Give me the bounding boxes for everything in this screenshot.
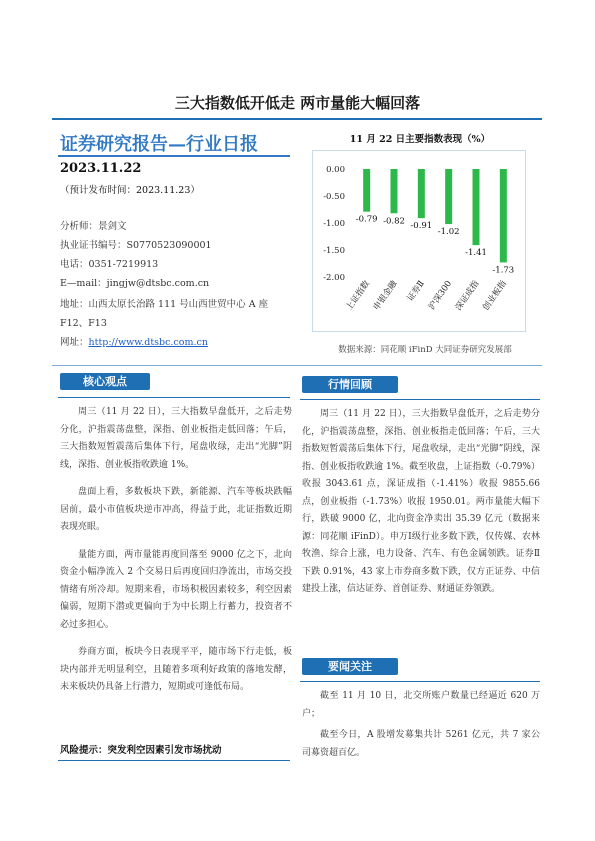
analyst-email: E—mail：jingjw@dtsbc.com.cn [60,278,210,289]
news-body [302,688,540,762]
core-paragraph-3: 量能方面，两市量能再度回落至 9000 亿之下，北向资金小幅净流入 2 个交易日后再度回归净流出，市场交投情绪有所冷却。短期来看，市场积极因素较多，利空因素偏弱，短期下潜或更偏向于为中长期上行蓄力，投资者不必过多担心。 [60,549,292,630]
report-title: 证券研究报告—行业日报 [60,134,258,155]
chart-frame [312,150,526,332]
section-core-rule [58,397,290,398]
bar-value-label: -0.79 [355,214,378,225]
bar-value-label: -0.91 [410,221,433,232]
risk-warning: 风险提示：突发利空因素引发市场扰动 [60,745,222,756]
y-tick-label: -1.50 [323,246,345,256]
chart-title: 11 月 22 日主要指数表现（%） [349,134,491,145]
category-label: 沪深300 [426,278,455,312]
bar-2 [418,169,425,218]
address-line1: 地址：山西太原长治路 111 号山西世贸中心 A 座 [60,299,269,310]
core-paragraph-4: 券商方面，板块今日表现平平，随市场下行走低，板块内部并无明显利空，且随着多项利好政策的落地发酵，未来板块仍具备上行潜力，短期或可逢低布局。 [60,647,292,692]
category-label: 深证成指 [453,278,482,313]
bar-value-label: -0.82 [383,216,405,227]
bar-value-label: -1.41 [465,248,487,259]
category-label: 申银金融 [371,278,400,313]
section-divider [52,365,542,366]
section-news-rule [300,681,540,682]
analyst-cert: 执业证书编号：S0770523090001 [60,240,212,251]
news-paragraph-1: 截至 11 月 10 日，北交所账户数量已经逼近 620 万户； [302,691,540,719]
website-link[interactable]: http://www.dtsbc.com.cn [88,337,208,348]
address-line2: F12、F13 [60,318,107,329]
category-label: 证券Ⅱ [405,278,427,304]
section-core-header: 核心观点 [60,373,150,390]
bar-5 [500,169,507,262]
title-rule [58,155,290,157]
core-paragraph-1: 周三（11 月 22 日），三大指数早盘低开，之后走势分化，沪指震荡盘整，深指、创业板指走低回落；午后，三大指数短暂震荡后集体下行，尾盘收绿，走出“光脚”阴线，深指、创业板指收跌逾 1%。 [60,407,292,470]
bar-3 [445,169,452,224]
market-paragraph-1: 周三（11 月 22 日），三大指数早盘低开，之后走势分化，沪指震荡盘整，深指、创业板指走低回落；午后，三大指数短暂震荡后集体下行，尾盘收绿，走出“光脚”阴线，深指、创业板指收跌逾 1%。截至收盘，上证指数（-0.79%）收报 3043.61 点，深证成指（-1.41%）收报 9855.66 点，创业板指（-1.73%）收报 1950.01。两市量能大幅下行，跌破 9000 亿，北向资金净卖出 35.39 亿元（数据来源：同花顺 iFinD）。申万Ⅰ级行业多数下跌，仅传媒、农林牧渔、综合上涨，电力设备、汽车、有色金属领跌。证券Ⅱ下跌 0.91%，43 家上市券商多数下跌，仅方正证券、中信建投上涨，信达证券、首创证券、财通证券领跌。 [302,409,540,594]
y-tick-label: -2.00 [323,273,345,283]
bar-0 [363,169,370,212]
category-label: 上证指数 [344,278,373,313]
analyst-phone: 电话：0351-7219913 [60,259,159,270]
section-market-rule [300,399,540,400]
section-news-header: 要闻关注 [302,658,398,675]
analyst-name: 分析师：景剑文 [60,221,127,232]
page-headline: 三大指数低开低走 两市量能大幅回落 [174,94,421,112]
core-view-body [60,404,292,697]
index-performance-chart [313,151,525,331]
y-tick-label: 0.00 [326,165,345,175]
category-label: 创业板指 [481,278,509,313]
report-date: 2023.11.22 [60,161,142,176]
section-market-header: 行情回顾 [302,376,398,393]
header-rule [52,118,542,120]
core-paragraph-2: 盘面上看，多数板块下跌，新能源、汽车等板块跌幅居前，最小市值板块逆市冲高，得益于此，北证指数近期表现亮眼。 [60,487,292,532]
chart-source: 数据来源：同花顺 iFinD 大同证券研究发展部 [338,345,512,355]
publish-time: （预计发布时间：2023.11.23） [60,185,200,196]
website [60,334,208,348]
y-tick-label: -1.00 [323,219,345,229]
bar-4 [473,169,480,245]
website-label: 网址： [60,337,89,348]
news-paragraph-2: 截至今日，A 股增发募集共计 5261 亿元，共 7 家公司募资超百亿。 [302,730,540,758]
bar-value-label: -1.02 [437,227,460,238]
risk-rule [58,760,290,761]
y-tick-label: -0.50 [323,192,345,202]
market-review-body [302,406,540,599]
bar-1 [391,169,398,213]
bar-value-label: -1.73 [492,265,515,276]
